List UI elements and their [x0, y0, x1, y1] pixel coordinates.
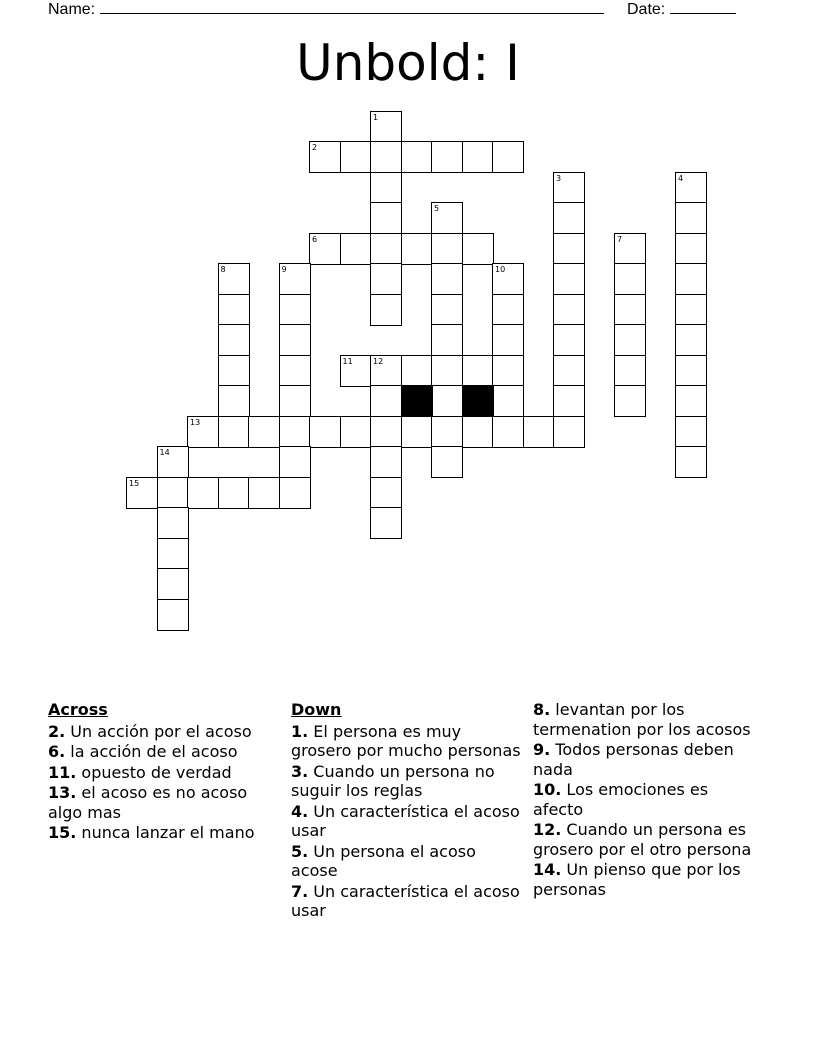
clue-number: 6 [312, 234, 318, 244]
down-clue [533, 820, 763, 859]
crossword-cell[interactable] [492, 263, 524, 295]
crossword-cell[interactable] [431, 233, 463, 265]
crossword-cell[interactable] [218, 294, 250, 326]
crossword-cell[interactable] [553, 294, 585, 326]
clue-number: 12 [373, 356, 384, 366]
clue-text: la acción de el acoso [65, 742, 238, 761]
clue-number-label: 1. [291, 721, 309, 741]
across-clue [48, 763, 278, 783]
down-clue [533, 700, 763, 739]
down-clue [291, 882, 521, 921]
crossword-cell[interactable] [553, 233, 585, 265]
clue-text: Cuando un persona no suguir los reglas [291, 761, 495, 800]
crossword-cell[interactable] [431, 385, 463, 417]
crossword-cell[interactable] [675, 172, 707, 204]
clue-number: 4 [678, 173, 684, 183]
clue-number: 14 [159, 448, 170, 457]
clue-text: Un pienso que por los personas [533, 860, 741, 899]
crossword-cell[interactable] [614, 263, 646, 295]
crossword-cell[interactable] [370, 233, 402, 265]
crossword-cell[interactable] [370, 294, 402, 326]
crossword-cell[interactable] [614, 385, 646, 417]
crossword-cell[interactable] [431, 263, 463, 295]
crossword-cell[interactable] [279, 416, 311, 448]
crossword-cell[interactable] [309, 233, 341, 265]
crossword-cell[interactable] [340, 355, 372, 387]
crossword-cell[interactable] [401, 233, 433, 265]
crossword-cell[interactable] [431, 446, 463, 478]
crossword-cell[interactable] [279, 446, 311, 478]
crossword-cell[interactable] [218, 355, 250, 387]
crossword-cell[interactable] [553, 202, 585, 234]
crossword-cell[interactable] [401, 416, 433, 448]
clue-number-label: 3. [291, 761, 309, 781]
crossword-cell[interactable] [431, 141, 463, 173]
date-label: Date: [627, 1, 666, 18]
crossword-cell[interactable] [431, 294, 463, 326]
crossword-cell[interactable] [401, 141, 433, 173]
crossword-cell[interactable] [279, 324, 311, 356]
crossword-cell[interactable] [431, 416, 463, 448]
clue-text: Cuando un persona es grosero por el otro persona [533, 820, 752, 859]
crossword-cell[interactable] [492, 385, 524, 417]
clue-text: el acoso es no acoso algo mas [48, 783, 248, 822]
crossword-cell[interactable] [462, 141, 494, 173]
crossword-cell[interactable] [553, 263, 585, 295]
crossword-cell[interactable] [279, 385, 311, 417]
clue-number-label: 5. [291, 841, 309, 861]
crossword-cell[interactable] [492, 141, 524, 173]
down-clues-column-2 [533, 700, 763, 900]
crossword-cell[interactable] [370, 446, 402, 478]
clue-number: 7 [617, 234, 623, 244]
across-clue [48, 823, 278, 843]
clue-text: Un persona el acoso acose [291, 841, 476, 880]
crossword-cell[interactable] [340, 416, 372, 448]
crossword-cell[interactable] [675, 263, 707, 295]
crossword-cell[interactable] [279, 263, 311, 295]
crossword-cell[interactable] [340, 233, 372, 265]
down-clue-list-2 [533, 700, 763, 899]
clue-number-label: 11. [48, 762, 77, 782]
crossword-cell[interactable] [675, 294, 707, 326]
crossword-cell[interactable] [157, 507, 189, 539]
down-heading: Down [291, 700, 342, 719]
crossword-cell[interactable] [309, 141, 341, 173]
clue-number: 15 [129, 478, 140, 488]
crossword-cell[interactable] [523, 416, 555, 448]
crossword-cell[interactable] [218, 324, 250, 356]
crossword-cell[interactable] [675, 324, 707, 356]
clue-number: 9 [281, 265, 287, 274]
clue-number: 2 [312, 143, 318, 152]
crossword-cell[interactable] [370, 416, 402, 448]
clue-number: 13 [190, 417, 201, 427]
clue-number-label: 6. [48, 742, 66, 761]
crossword-cell[interactable] [370, 202, 402, 234]
crossword-cell[interactable] [340, 141, 372, 173]
name-label: Name: [48, 1, 96, 18]
clue-text: Un acción por el acoso [65, 721, 252, 741]
crossword-cell[interactable] [218, 385, 250, 417]
crossword-cell[interactable] [126, 477, 158, 509]
clue-number-label: 8. [533, 700, 551, 719]
clue-text: El persona es muy grosero por mucho personas [291, 721, 521, 760]
crossword-cell[interactable] [553, 355, 585, 387]
clue-number-label: 4. [291, 801, 309, 821]
crossword-cell[interactable] [553, 324, 585, 356]
across-clue [48, 722, 278, 742]
crossword-cell[interactable] [218, 477, 250, 509]
crossword-cell[interactable] [492, 294, 524, 326]
clue-number: 3 [556, 173, 562, 183]
crossword-cell[interactable] [370, 477, 402, 509]
crossword-cell[interactable] [492, 416, 524, 448]
crossword-cell[interactable] [553, 385, 585, 417]
clue-number-label: 15. [48, 823, 77, 842]
puzzle-title: Unbold: I [296, 34, 520, 92]
crossword-cell[interactable] [401, 355, 433, 387]
crossword-cell[interactable] [492, 324, 524, 356]
crossword-cell[interactable] [614, 355, 646, 387]
crossword-cell[interactable] [614, 233, 646, 265]
across-clue [48, 783, 278, 822]
crossword-cell[interactable] [675, 355, 707, 387]
down-clue [291, 842, 521, 881]
crossword-cell[interactable] [370, 111, 402, 143]
crossword-cell[interactable] [248, 477, 280, 509]
clue-number: 8 [220, 265, 226, 274]
crossword-cell[interactable] [553, 416, 585, 448]
crossword-block [462, 385, 494, 417]
crossword-cell[interactable] [370, 172, 402, 204]
clue-text: Todos personas deben nada [533, 740, 734, 779]
crossword-cell[interactable] [370, 385, 402, 417]
clue-number: 11 [342, 356, 353, 366]
crossword-cell[interactable] [157, 538, 189, 570]
clue-text: nunca lanzar el mano [76, 823, 255, 842]
across-clues [48, 700, 278, 844]
clue-number-label: 7. [291, 881, 309, 901]
crossword-cell[interactable] [675, 416, 707, 448]
down-clue [291, 802, 521, 841]
crossword-cell[interactable] [218, 416, 250, 448]
crossword-cell[interactable] [279, 477, 311, 509]
clue-number-label: 12. [533, 820, 562, 839]
clue-text: Un característica el acoso usar [291, 801, 520, 840]
clue-number-label: 10. [533, 780, 562, 799]
crossword-cell[interactable] [492, 355, 524, 387]
crossword-cell[interactable] [370, 263, 402, 295]
crossword-cell[interactable] [675, 202, 707, 234]
clue-number: 10 [495, 265, 506, 274]
down-clue [533, 780, 763, 819]
down-clue [291, 762, 521, 801]
clue-number: 1 [373, 112, 379, 122]
crossword-cell[interactable] [614, 324, 646, 356]
crossword-cell[interactable] [675, 233, 707, 265]
crossword-cell[interactable] [157, 477, 189, 509]
clue-text: Un característica el acoso usar [291, 881, 520, 920]
crossword-cell[interactable] [462, 355, 494, 387]
clue-number-label: 2. [48, 721, 66, 741]
crossword-cell[interactable] [431, 355, 463, 387]
clue-text: opuesto de verdad [76, 762, 232, 782]
crossword-cell[interactable] [462, 233, 494, 265]
crossword-cell[interactable] [157, 446, 189, 478]
down-clue-list-1 [291, 722, 521, 921]
crossword-cell[interactable] [279, 294, 311, 326]
clue-number-label: 9. [533, 740, 551, 759]
clue-number-label: 13. [48, 783, 77, 802]
crossword-cell[interactable] [614, 294, 646, 326]
across-clue-list [48, 722, 278, 843]
crossword-cell[interactable] [218, 263, 250, 295]
crossword-cell[interactable] [187, 416, 219, 448]
crossword-cell[interactable] [462, 416, 494, 448]
down-clue [533, 860, 763, 899]
crossword-cell[interactable] [431, 324, 463, 356]
crossword-cell[interactable] [309, 416, 341, 448]
crossword-cell[interactable] [370, 141, 402, 173]
down-clue [533, 740, 763, 779]
crossword-cell[interactable] [431, 202, 463, 234]
down-clues-column-1 [291, 700, 521, 922]
crossword-cell[interactable] [370, 507, 402, 539]
across-heading: Across [48, 700, 108, 719]
crossword-cell[interactable] [370, 355, 402, 387]
down-clue [291, 722, 521, 761]
crossword-cell[interactable] [248, 416, 280, 448]
crossword-block [401, 385, 433, 417]
crossword-cell[interactable] [279, 355, 311, 387]
crossword-cell[interactable] [187, 477, 219, 509]
crossword-cell[interactable] [675, 385, 707, 417]
crossword-cell[interactable] [157, 568, 189, 600]
clue-text: levantan por los termenation por los acosos [533, 700, 751, 739]
across-clue [48, 742, 278, 762]
clue-number: 5 [434, 204, 440, 213]
crossword-cell[interactable] [553, 172, 585, 204]
clue-text: Los emociones es afecto [533, 780, 709, 819]
clue-number-label: 14. [533, 860, 562, 879]
crossword-cell[interactable] [675, 446, 707, 478]
crossword-cell[interactable] [157, 599, 189, 631]
